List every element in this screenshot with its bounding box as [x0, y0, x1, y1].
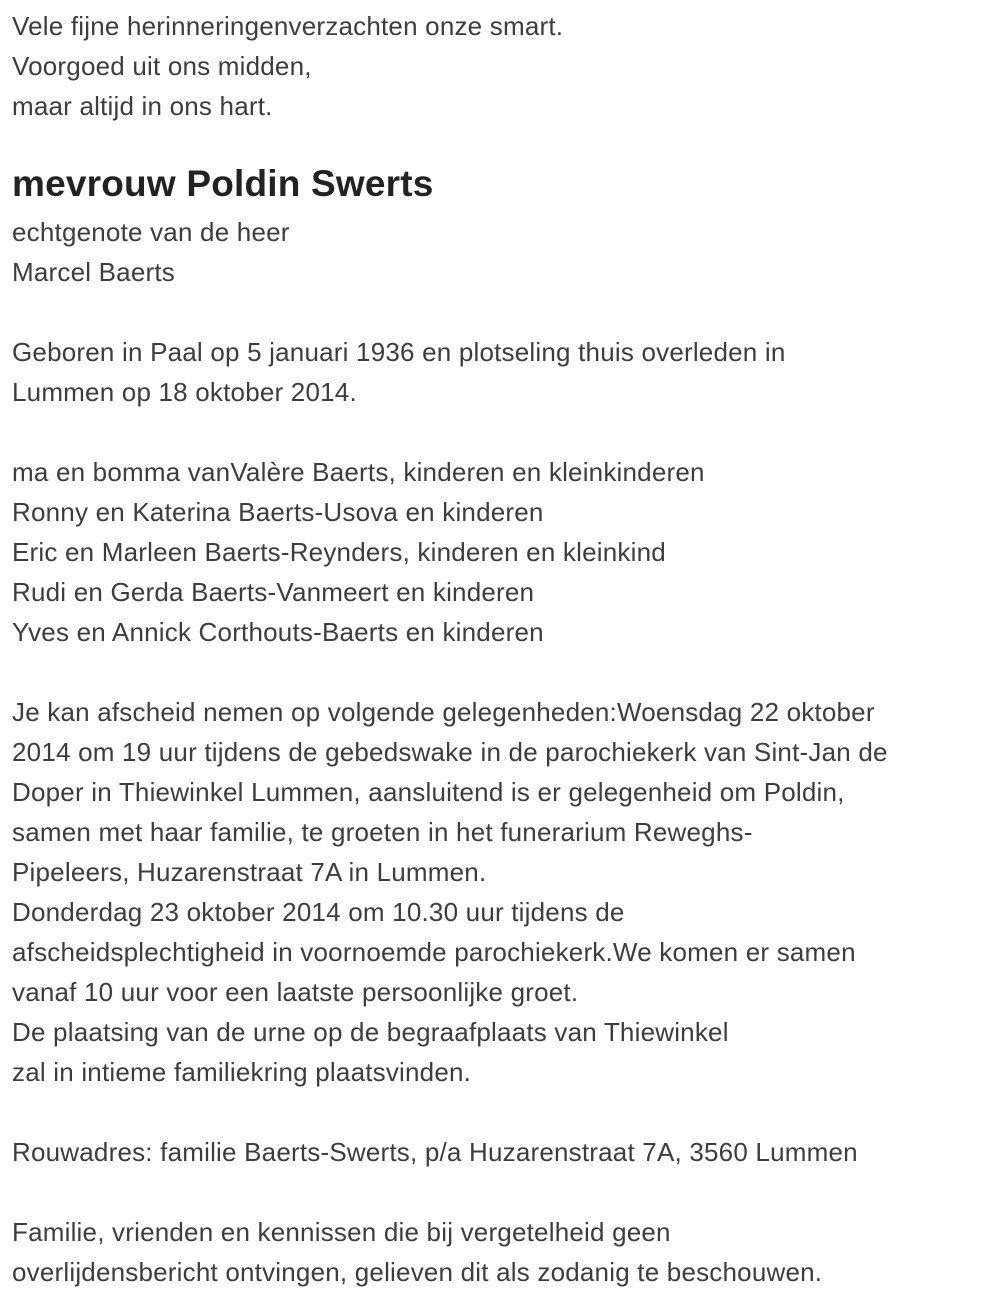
- text-line: 2014 om 19 uur tijdens de gebedswake in de parochiekerk van Sint-Jan de: [12, 737, 888, 767]
- ceremony-details: [12, 692, 988, 1092]
- text-line: ma en bomma vanValère Baerts, kinderen en kleinkinderen: [12, 457, 705, 487]
- text-line: echtgenote van de heer: [12, 217, 290, 247]
- text-line: Vele fijne herinneringenverzachten onze smart.: [12, 11, 564, 41]
- intro-verse: [12, 6, 988, 126]
- deceased-name: mevrouw Poldin Swerts: [12, 163, 434, 204]
- text-line: vanaf 10 uur voor een laatste persoonlijke groet.: [12, 977, 579, 1007]
- text-line: Eric en Marleen Baerts-Reynders, kinderen en kleinkind: [12, 537, 666, 567]
- text-line: Lummen op 18 oktober 2014.: [12, 377, 357, 407]
- mourning-address: [12, 1132, 988, 1172]
- text-line: maar altijd in ons hart.: [12, 91, 273, 121]
- text-line: overlijdensbericht ontvingen, gelieven dit als zodanig te beschouwen.: [12, 1257, 823, 1287]
- text-line: zal in intieme familiekring plaatsvinden.: [12, 1057, 472, 1087]
- closing-note: [12, 1212, 988, 1292]
- text-line: Doper in Thiewinkel Lummen, aansluitend is er gelegenheid om Poldin,: [12, 777, 845, 807]
- text-line: Marcel Baerts: [12, 257, 175, 287]
- relatives-list: [12, 452, 988, 652]
- text-line: Ronny en Katerina Baerts-Usova en kinderen: [12, 497, 544, 527]
- text-line: Rouwadres: familie Baerts-Swerts, p/a Huzarenstraat 7A, 3560 Lummen: [12, 1137, 858, 1167]
- text-line: Voorgoed uit ons midden,: [12, 51, 312, 81]
- text-line: samen met haar familie, te groeten in het funerarium Reweghs-: [12, 817, 753, 847]
- text-line: Pipeleers, Huzarenstraat 7A in Lummen.: [12, 857, 487, 887]
- text-line: Donderdag 23 oktober 2014 om 10.30 uur tijdens de: [12, 897, 625, 927]
- text-line: Geboren in Paal op 5 januari 1936 en plotseling thuis overleden in: [12, 337, 786, 367]
- text-line: Je kan afscheid nemen op volgende gelegenheden:Woensdag 22 oktober: [12, 697, 875, 727]
- text-line: De plaatsing van de urne op de begraafplaats van Thiewinkel: [12, 1017, 729, 1047]
- spouse-info: [12, 212, 988, 292]
- text-line: Familie, vrienden en kennissen die bij vergetelheid geen: [12, 1217, 671, 1247]
- birth-death-info: [12, 332, 988, 412]
- text-line: Yves en Annick Corthouts-Baerts en kinderen: [12, 617, 544, 647]
- text-line: afscheidsplechtigheid in voornoemde parochiekerk.We komen er samen: [12, 937, 856, 967]
- text-line: Rudi en Gerda Baerts-Vanmeert en kinderen: [12, 577, 535, 607]
